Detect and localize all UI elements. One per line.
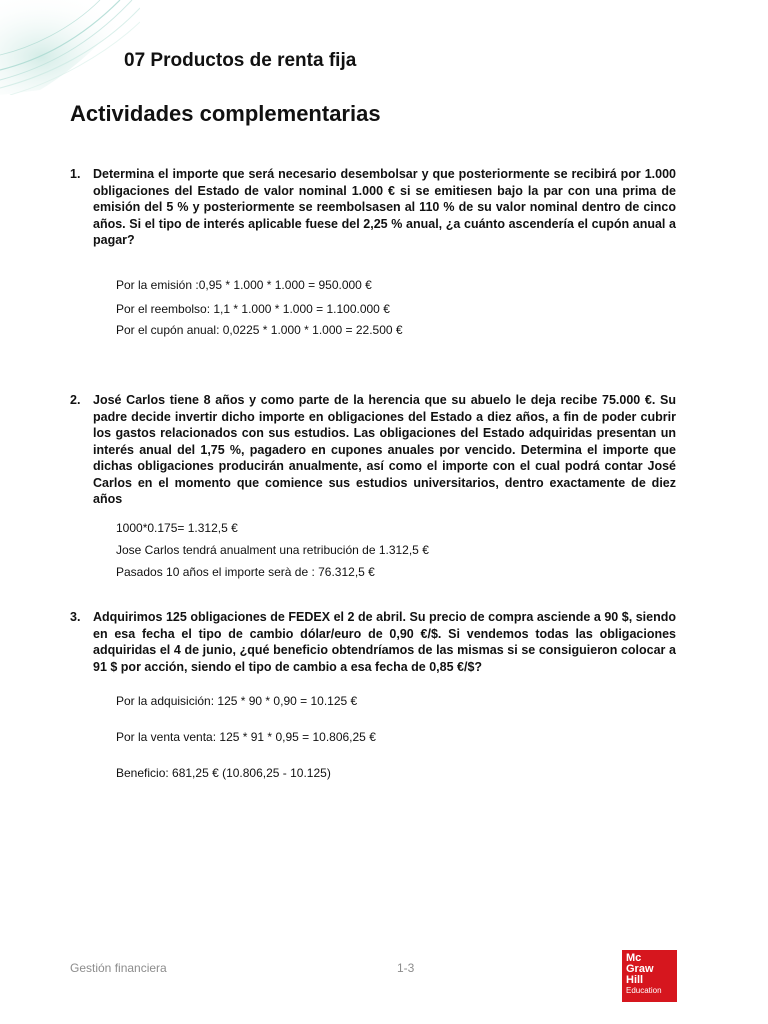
logo-line: Hill <box>626 974 644 986</box>
question-text: Determina el importe que será necesario desembolsar y que posteriormente se recibirá por 1.000 obligaciones del Estado de valor nominal 1.000 € si se emitiesen bajo la par con una prima de emisión del 5 % y posteriormente se reembolsasen al 110 % de su valor nominal dentro de cinco años. Si el tipo de interés aplicable fuese del 2,25 % anual, ¿a cuánto ascendería el cupón anual a pagar? <box>93 167 676 247</box>
chapter-title: 07 Productos de renta fija <box>124 50 357 71</box>
footer-page-number: 1-3 <box>397 961 415 975</box>
logo-line: Mc <box>626 952 642 964</box>
footer-book-title: Gestión financiera <box>70 961 167 975</box>
decorative-swirl <box>0 0 140 95</box>
answer-line: Pasados 10 años el importe serà de : 76.312,5 € <box>116 565 375 579</box>
mcgraw-hill-logo <box>622 950 677 1002</box>
answer-line: Beneficio: 681,25 € (10.806,25 - 10.125) <box>116 766 331 780</box>
answer-line: 1000*0.175= 1.312,5 € <box>116 521 238 535</box>
question-number: 2. <box>70 393 81 407</box>
question-2 <box>70 392 676 508</box>
logo-line: Education <box>626 986 662 995</box>
answer-line: Por la emisión :0,95 * 1.000 * 1.000 = 950.000 € <box>116 278 372 292</box>
answer-line: Por la adquisición: 125 * 90 * 0,90 = 10.125 € <box>116 694 358 708</box>
question-number: 3. <box>70 610 81 624</box>
answer-line: Por el reembolso: 1,1 * 1.000 * 1.000 = 1.100.000 € <box>116 302 390 316</box>
question-number: 1. <box>70 167 81 181</box>
question-text: José Carlos tiene 8 años y como parte de la herencia que su abuelo le deja recibe 75.000 €. Su padre decide invertir dicho importe en obligaciones del Estado a diez años, a fin de poder cubrir los gastos relacionados con sus estudios. Las obligaciones del Estado adquiridas presentan un interés anual del 1,75 %, pagadero en cupones anuales por vencido. Determina el importe que dichas obligaciones producirán anualmente, así como el importe con el cual podrá contar José Carlos en el momento que comience sus estudios universitarios, dentro exactamente de diez años <box>93 393 676 506</box>
logo-line: Graw <box>626 963 654 975</box>
answer-line: Jose Carlos tendrá anualment una retribución de 1.312,5 € <box>116 543 429 557</box>
question-3 <box>70 609 676 675</box>
question-1 <box>70 166 676 249</box>
question-text: Adquirimos 125 obligaciones de FEDEX el 2 de abril. Su precio de compra asciende a 90 $, siendo en esa fecha el tipo de cambio dólar/euro de 0,90 €/$. Si vendemos todas las obligaciones adquiridas el 4 de junio, ¿qué beneficio obtendríamos de las mismas si se consiguieron colocar a 91 $ por acción, siendo el tipo de cambio a esa fecha de 0,85 €/$? <box>93 610 676 674</box>
page-title: Actividades complementarias <box>70 101 381 126</box>
answer-line: Por el cupón anual: 0,0225 * 1.000 * 1.000 = 22.500 € <box>116 323 403 337</box>
answer-line: Por la venta venta: 125 * 91 * 0,95 = 10.806,25 € <box>116 730 376 744</box>
